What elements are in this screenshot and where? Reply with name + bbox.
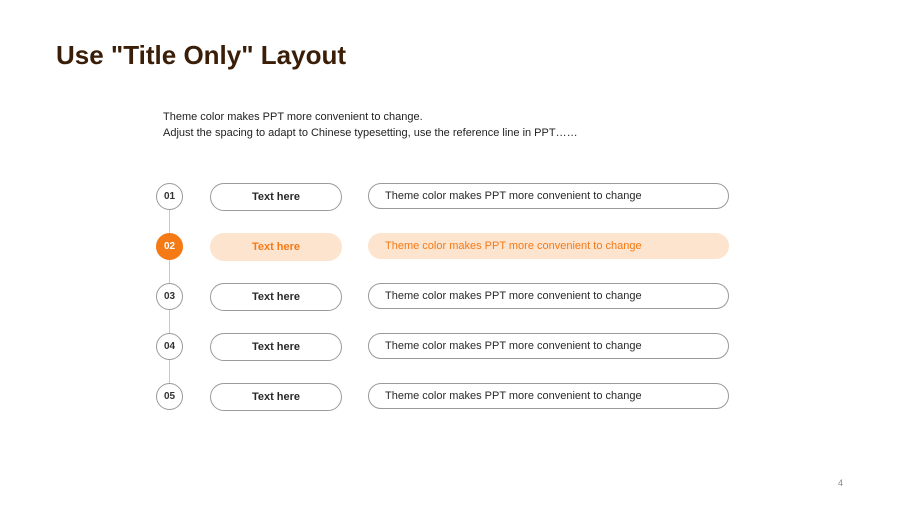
page-number: 4 <box>838 478 844 488</box>
step-label-pill: Text here <box>210 383 342 411</box>
step-label-pill: Text here <box>210 233 342 261</box>
step-row-2 <box>0 233 900 261</box>
slide-title: Use "Title Only" Layout <box>56 40 347 70</box>
step-number-badge: 01 <box>156 183 183 210</box>
step-number-badge: 04 <box>156 333 183 360</box>
step-row-4 <box>0 333 900 361</box>
step-row-1 <box>0 183 900 211</box>
step-description-pill: Theme color makes PPT more convenient to change <box>368 233 729 259</box>
step-label-pill: Text here <box>210 283 342 311</box>
step-label-pill: Text here <box>210 333 342 361</box>
step-description-pill: Theme color makes PPT more convenient to change <box>368 333 729 359</box>
step-description-pill: Theme color makes PPT more convenient to change <box>368 283 729 309</box>
step-row-5 <box>0 383 900 411</box>
intro-text <box>163 109 578 141</box>
step-number-badge: 02 <box>156 233 183 260</box>
step-row-3 <box>0 283 900 311</box>
step-description-pill: Theme color makes PPT more convenient to change <box>368 183 729 209</box>
step-description-pill: Theme color makes PPT more convenient to change <box>368 383 729 409</box>
intro-line-1: Theme color makes PPT more convenient to change. <box>163 111 423 123</box>
step-number-badge: 05 <box>156 383 183 410</box>
step-label-pill: Text here <box>210 183 342 211</box>
step-number-badge: 03 <box>156 283 183 310</box>
intro-line-2: Adjust the spacing to adapt to Chinese typesetting, use the reference line in PPT…… <box>163 127 578 139</box>
